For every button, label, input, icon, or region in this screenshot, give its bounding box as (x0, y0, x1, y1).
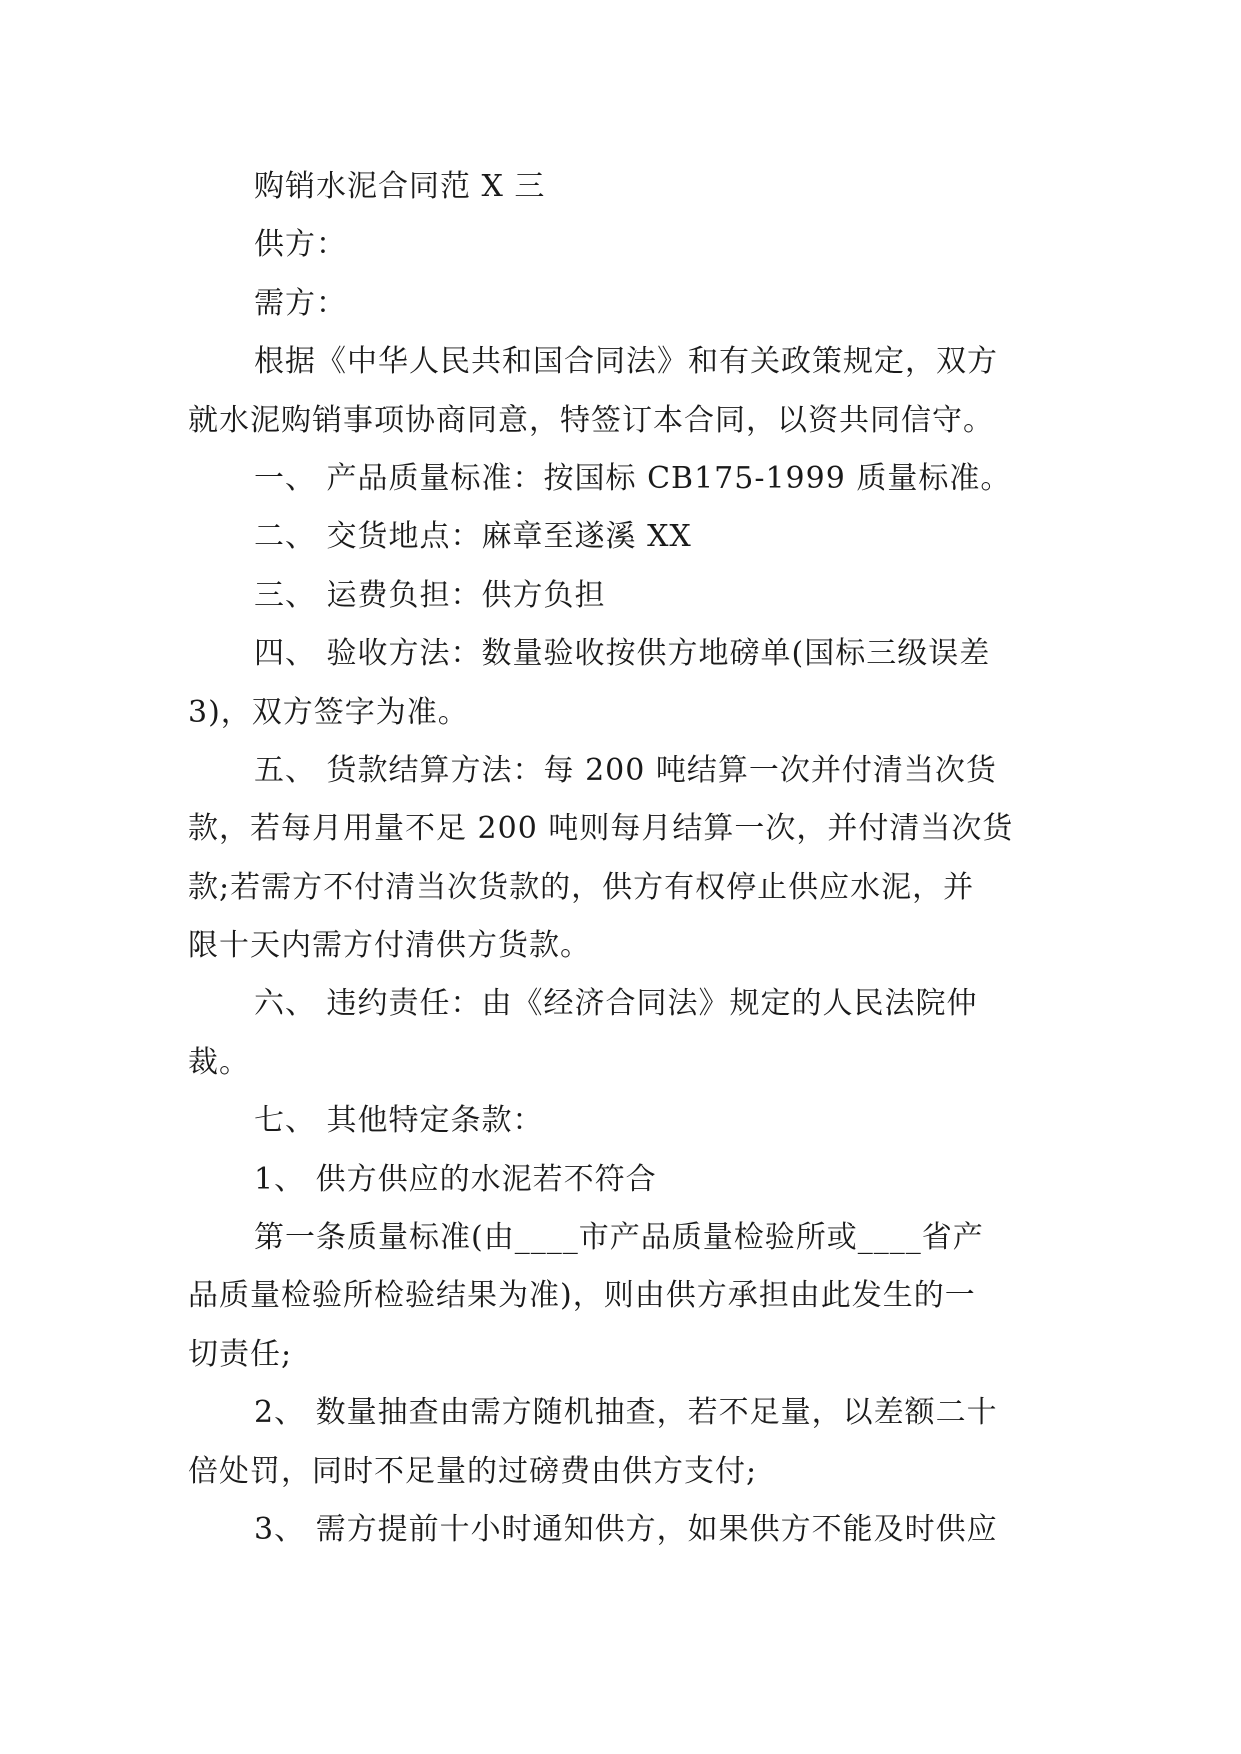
clause-6-liability-line-2: 裁。 (188, 1044, 250, 1080)
document-title: 购销水泥合同范 X 三 (254, 169, 546, 204)
clause-4-acceptance-line-2: 3)，双方签字为准。 (188, 694, 469, 730)
preamble-line-1: 根据《中华人民共和国合同法》和有关政策规定，双方 (254, 344, 998, 380)
clause-3-freight: 三、 运费负担：供方负担 (254, 577, 606, 613)
term-1-line-2: 第一条质量标准(由____市产品质量检验所或____省产 (254, 1220, 984, 1256)
buyer-label: 需方： (254, 285, 347, 321)
clause-7-special-terms: 七、 其他特定条款： (254, 1103, 544, 1139)
term-1-line-3: 品质量检验所检验结果为准)，则由供方承担由此发生的一 (188, 1278, 976, 1314)
term-2-line-1: 2、 数量抽查由需方随机抽查，若不足量，以差额二十 (254, 1395, 998, 1431)
clause-5-settlement-line-4: 限十天内需方付清供方货款。 (188, 928, 591, 964)
clause-6-liability-line-1: 六、 违约责任：由《经济合同法》规定的人民法院仲 (254, 986, 978, 1022)
preamble-line-2: 就水泥购销事项协商同意，特签订本合同，以资共同信守。 (188, 402, 994, 438)
clause-1-quality-standard: 一、 产品质量标准：按国标 CB175-1999 质量标准。 (254, 460, 1012, 496)
term-1-line-1: 1、 供方供应的水泥若不符合 (254, 1161, 657, 1197)
term-2-line-2: 倍处罚，同时不足量的过磅费由供方支付; (188, 1453, 758, 1489)
contract-body (188, 158, 1054, 1559)
clause-5-settlement-line-1: 五、 货款结算方法：每 200 吨结算一次并付清当次货 (254, 752, 997, 788)
clause-5-settlement-line-2: 款，若每月用量不足 200 吨则每月结算一次，并付清当次货 (188, 811, 1014, 847)
term-3-line-1: 3、 需方提前十小时通知供方，如果供方不能及时供应 (254, 1511, 998, 1547)
clause-2-delivery-location: 二、 交货地点：麻章至遂溪 XX (254, 519, 692, 555)
supplier-label: 供方： (254, 227, 347, 263)
term-1-line-4: 切责任; (188, 1336, 293, 1372)
clause-4-acceptance-line-1: 四、 验收方法：数量验收按供方地磅单(国标三级误差 (254, 636, 991, 672)
clause-5-settlement-line-3: 款;若需方不付清当次货款的，供方有权停止供应水泥，并 (188, 869, 975, 905)
